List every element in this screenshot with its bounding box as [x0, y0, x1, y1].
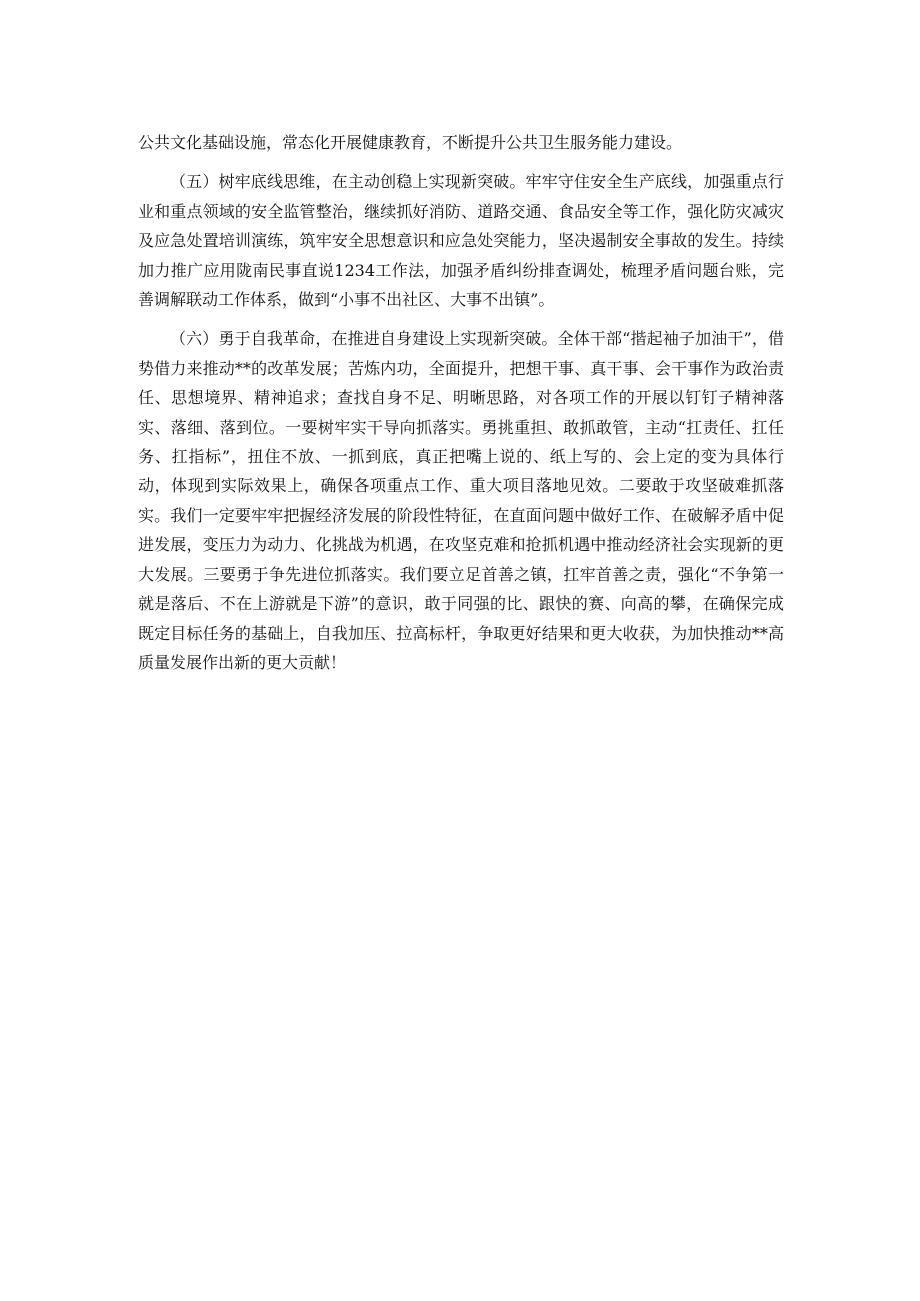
paragraph-section-six: （六）勇于自我革命，在推进自身建设上实现新突破。全体干部“揩起袖子加油干”，借势借力来推动**的改革发展；苦炼内功，全面提升，把想干事、真干事、会干事作为政治责任、思想境界、精神追求；查找自身不足、明晰思路，对各项工作的开展以钉钉子精神落实、落细、落到位。一要树牢实干导向抓落实。勇挑重担、敢抓敢管，主动“扛责任、扛任务、扛指标”，扭住不放、一抓到底，真正把嘴上说的、纸上写的、会上定的变为具体行动，体现到实际效果上，确保各项重点工作、重大项目落地见效。二要敢于攻坚破难抓落实。我们一定要牢牢把握经济发展的阶段性特征，在直面问题中做好工作、在破解矛盾中促进发展，变压力为动力、化挑战为机遇，在攻坚克难和抢抓机遇中推动经济社会实现新的更大发展。三要勇于争先进位抓落实。我们要立足首善之镇，扛牢首善之责，强化“不争第一就是落后、不在上游就是下游”的意识，敢于同强的比、跟快的赛、向高的攀，在确保完成既定目标任务的基础上，自我加压、拉高标杆，争取更好结果和更大收获，为加快推动**高质量发展作出新的更大贡献！ [138, 329, 784, 672]
paragraph-continuation: 公共文化基础设施，常态化开展健康教育，不断提升公共卫生服务能力建设。 [138, 133, 683, 152]
paragraph-section-five: （五）树牢底线思维，在主动创稳上实现新突破。牢牢守住安全生产底线，加强重点行业和重点领域的安全监管整治，继续抓好消防、道路交通、食品安全等工作，强化防灾减灾及应急处置培训演练，筑牢安全思想意识和应急处突能力，坚决遏制安全事故的发生。持续加力推广应用陇南民事直说1234工作法，加强矛盾纠纷排查调处，梳理矛盾问题台账，完善调解联动工作体系，做到“小事不出社区、大事不出镇”。 [138, 172, 784, 310]
document-body [138, 128, 784, 677]
